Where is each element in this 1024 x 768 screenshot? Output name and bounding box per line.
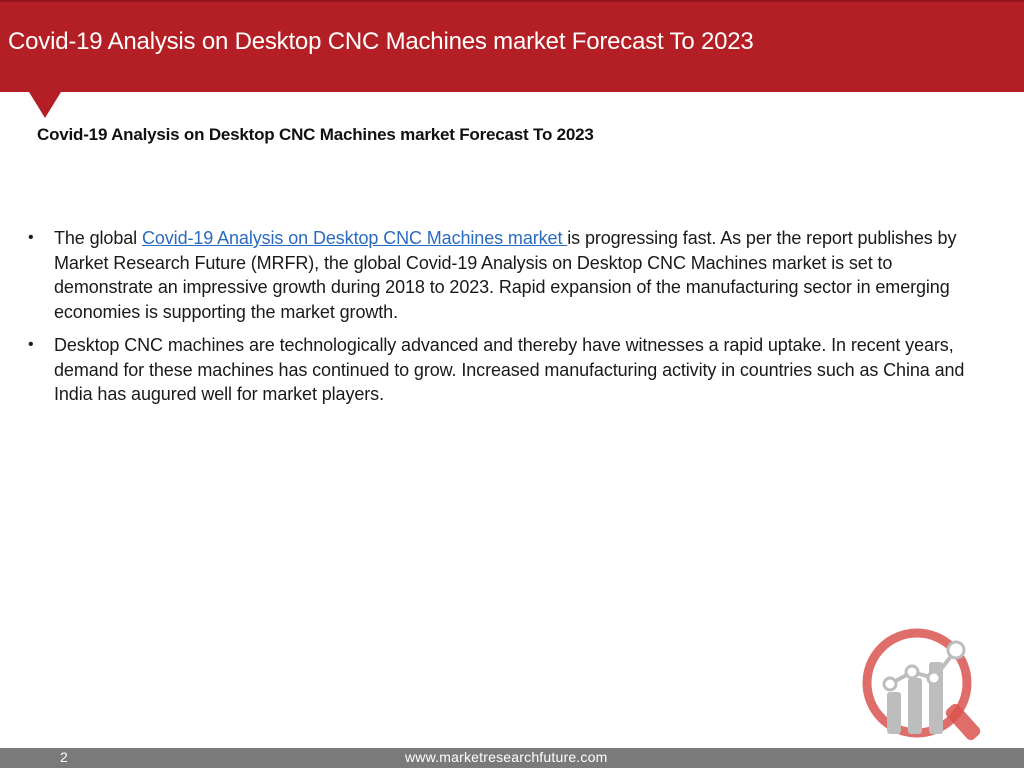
bullet-2-text: Desktop CNC machines are technologically advanced and thereby have witnesses a rapid uptake. In recent years, demand for these machines has continued to grow. Increased manufacturing activity in countries such as China and India has augured well for market players. xyxy=(54,335,965,404)
header-bar xyxy=(0,0,1024,92)
bullet-item-1 xyxy=(28,226,988,324)
logo-point-4 xyxy=(948,642,964,658)
header-pointer xyxy=(29,92,61,118)
magnifier-chart-logo-icon xyxy=(862,628,992,746)
logo-point-2 xyxy=(906,666,918,678)
logo-bar-1 xyxy=(887,692,901,734)
bullet-dot-icon: • xyxy=(28,336,34,353)
logo-bar-2 xyxy=(908,678,922,734)
bullet-1-suffix: is progressing fast. As per the report publishes by Market Research Future (MRFR), the global Covid-19 Analysis on Desktop CNC Machines market is set to demonstrate an impressive growth during 2018 to 2023. Rapid expansion of the manufacturing sector in emerging economies is supporting the market growth. xyxy=(54,228,957,322)
market-link[interactable]: Covid-19 Analysis on Desktop CNC Machines market xyxy=(141,228,568,248)
logo-point-1 xyxy=(884,678,896,690)
header-title: Covid-19 Analysis on Desktop CNC Machines market Forecast To 2023 xyxy=(8,28,754,55)
bullet-1-prefix: The global xyxy=(54,228,142,248)
logo-trend-line xyxy=(890,650,956,684)
bullet-item-2 xyxy=(28,333,988,407)
logo-point-3 xyxy=(928,672,940,684)
page-number: 2 xyxy=(60,749,68,765)
footer-bar xyxy=(0,748,1024,768)
bullet-dot-icon: • xyxy=(28,229,34,246)
slide-subtitle: Covid-19 Analysis on Desktop CNC Machines market Forecast To 2023 xyxy=(37,125,594,144)
footer-url[interactable]: www.marketresearchfuture.com xyxy=(405,749,608,765)
bullet-list xyxy=(28,226,988,416)
